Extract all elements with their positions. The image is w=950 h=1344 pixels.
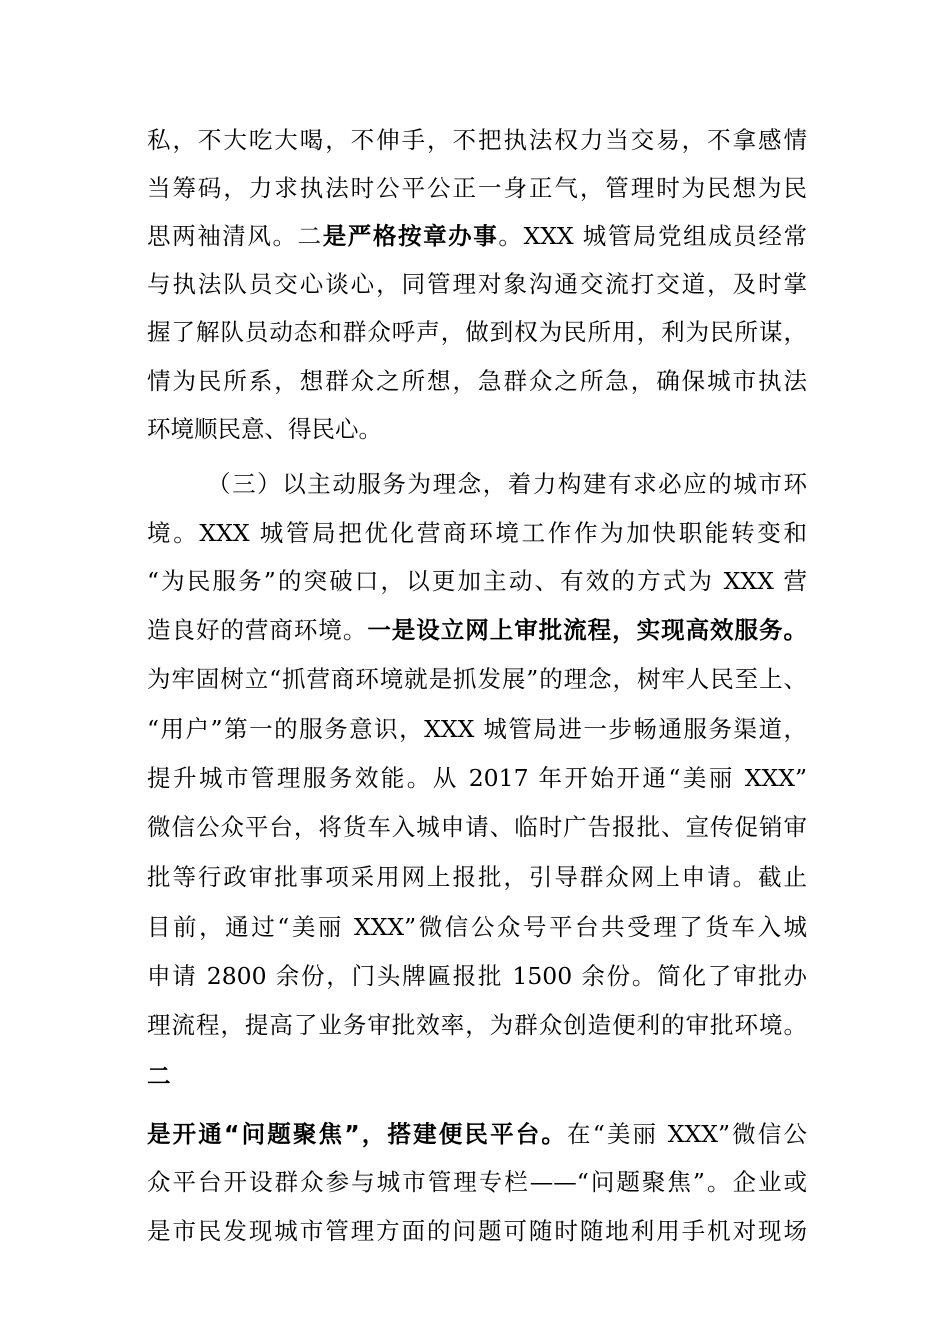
body-line <box>147 557 807 605</box>
text-run: 当筹码，力求执法时公平公正一身正气，管理时为民想为民 <box>147 174 807 202</box>
body-line <box>147 1110 807 1158</box>
body-line <box>147 260 807 308</box>
text-run: 造良好的营商环境。 <box>147 616 368 644</box>
body-line <box>147 164 807 212</box>
bold-heading-run: 是开通“问题聚焦”，搭建便民平台。 <box>147 1120 568 1148</box>
bold-heading-run: 一是设立网上审批流程，实现高效服务。 <box>367 616 808 644</box>
body-line <box>147 1052 807 1100</box>
text-run: 环境顺民意、得民心。 <box>147 415 382 443</box>
text-run: “为民服务”的突破口，以更加主动、有效的方式为 XXX 营 <box>147 567 807 595</box>
body-line <box>147 212 807 260</box>
text-run: 目前，通过“美丽 XXX”微信公众号平台共受理了货车入城 <box>147 913 807 941</box>
text-run: 在“美丽 XXX”微信公 <box>567 1120 807 1148</box>
body-line <box>147 116 807 164</box>
bold-heading-run: 二 <box>147 1062 171 1090</box>
text-run: “用户”第一的服务意识，XXX 城管局进一步畅通服务渠道， <box>147 715 807 743</box>
body-line <box>147 308 807 356</box>
text-run: 提升城市管理服务效能。从 2017 年开始开通“美丽 XXX” <box>147 764 807 792</box>
body-line <box>147 853 807 901</box>
section-heading-line <box>207 460 807 508</box>
text-run: 境。XXX 城管局把优化营商环境工作作为加快职能转变和 <box>147 519 807 547</box>
body-line <box>147 655 807 703</box>
body-line <box>147 405 807 453</box>
body-line <box>147 1001 807 1049</box>
body-line <box>147 903 807 951</box>
bold-heading-run: 是严格按章办事 <box>322 222 499 250</box>
text-run: 为牢固树立“抓营商环境就是抓发展”的理念，树牢人民至上、 <box>147 665 807 693</box>
text-run: 。XXX 城管局党组成员经常 <box>498 222 808 250</box>
body-line <box>147 357 807 405</box>
body-line <box>147 1158 807 1206</box>
text-run: 握了解队员动态和群众呼声，做到权为民所用，利为民所谋， <box>147 318 807 346</box>
text-run: 微信公众平台，将货车入城申请、临时广告报批、宣传促销审 <box>147 813 807 841</box>
text-run: 申请 2800 余份，门头牌匾报批 1500 余份。简化了审批办 <box>147 962 807 990</box>
body-line <box>147 1207 807 1255</box>
text-run: 理流程，提高了业务审批效率，为群众创造便利的审批环境。 <box>147 1011 807 1039</box>
body-line <box>147 754 807 802</box>
text-run: 批等行政审批事项采用网上报批，引导群众网上申请。截止 <box>147 863 807 891</box>
body-line <box>147 952 807 1000</box>
body-line <box>147 509 807 557</box>
text-run: 思两袖清风。二 <box>147 222 323 250</box>
text-run: 情为民所系，想群众之所想，急群众之所急，确保城市执法 <box>147 367 807 395</box>
body-line <box>147 606 807 654</box>
body-line <box>147 803 807 851</box>
body-line <box>147 705 807 753</box>
text-run: 私，不大吃大喝，不伸手，不把执法权力当交易，不拿感情 <box>147 126 807 154</box>
text-run: 与执法队员交心谈心，同管理对象沟通交流打交道，及时掌 <box>147 270 807 298</box>
section-heading-text: （三）以主动服务为理念，着力构建有求必应的城市环 <box>207 470 807 498</box>
text-run: 是市民发现城市管理方面的问题可随时随地利用手机对现场 <box>147 1217 807 1245</box>
text-run: 众平台开设群众参与城市管理专栏——“问题聚焦”。企业或 <box>147 1168 807 1196</box>
